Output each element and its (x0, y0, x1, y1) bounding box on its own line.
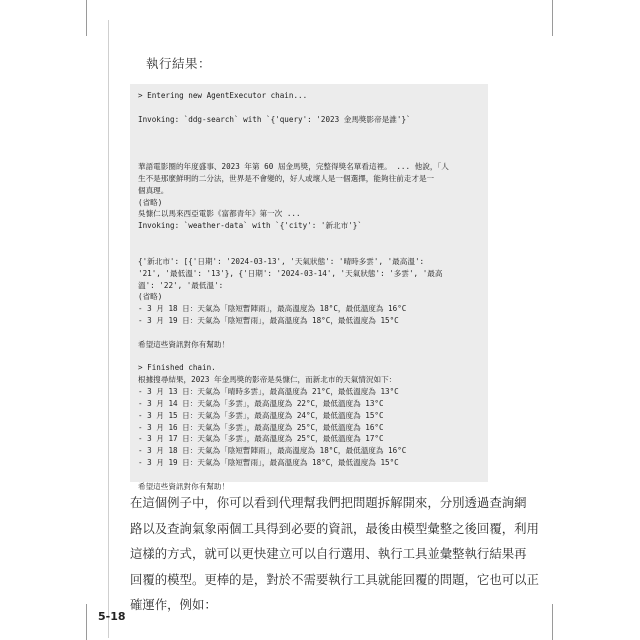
code-line: 希望這些資訊對你有幫助！ (138, 481, 230, 491)
code-line: (省略) (138, 292, 163, 302)
code-line: - 3 月 14 日：天氣為「多雲」，最高溫度為 22°C，最低溫度為 13°C (138, 398, 384, 408)
crop-mark-bottom-left (86, 604, 87, 640)
body-line: 這樣的方式，就可以更快建立可以自行選用、執行工具並彙整執行結果再 (130, 546, 527, 561)
code-line: - 3 月 13 日：天氣為「晴時多雲」，最高溫度為 21°C，最低溫度為 13°C (138, 387, 399, 397)
code-line: 根據搜尋結果，2023 年金馬獎的影帝是吳慷仁，而新北市的天氣情況如下： (138, 375, 397, 385)
section-heading: 執行結果： (146, 56, 212, 71)
code-line: (省略) (138, 197, 163, 207)
code-line (138, 244, 480, 256)
code-line: > Entering new AgentExecutor chain... (138, 91, 308, 100)
code-line: Invoking: `ddg-search` with `{'query': '2023 金馬獎影帝是誰'}` (138, 114, 411, 124)
code-line: 華語電影圈的年度盛事、2023 年第 60 屆金馬獎，完整得獎名單看這裡。 ... 他說，「人 (138, 162, 449, 172)
crop-mark-top-left (86, 0, 87, 36)
page-number: 5-18 (98, 610, 126, 623)
code-line: 希望這些資訊對你有幫助！ (138, 339, 230, 349)
body-line: 回覆的模型。更棒的是，對於不需要執行工具就能回覆的問題，它也可以正 (130, 571, 539, 587)
crop-mark-bottom-right (552, 604, 553, 640)
code-output-block (130, 84, 488, 491)
body-paragraph (130, 490, 539, 618)
code-line: {'新北市': [{'日期': '2024-03-13', '天氣狀態': '晴時多雲', '最高溫': (138, 256, 425, 266)
code-line (138, 137, 480, 149)
code-line: 個真理。 (138, 185, 169, 195)
code-line (138, 149, 480, 161)
code-line: - 3 月 18 日：天氣為「陰短暫陣雨」，最高溫度為 18°C，最低溫度為 16°C (138, 446, 407, 456)
body-line: 在這個例子中，你可以看到代理幫我們把問題拆解開來，分別透過查詢網 (130, 495, 527, 510)
code-line: 溫': '22', '最低溫': (138, 280, 224, 290)
code-line (138, 351, 480, 363)
code-line: - 3 月 19 日：天氣為「陰短暫雨」，最高溫度為 18°C，最低溫度為 15°C (138, 316, 399, 326)
body-line: 路以及查詢氣象兩個工具得到必要的資訊，最後由模型彙整之後回覆，利用 (130, 520, 539, 536)
code-line (138, 469, 480, 481)
code-line: 生不是那麼鮮明的二分法，世界是不會變的，好人或壞人是一個選擇，能夠往前走才是一 (138, 173, 435, 183)
code-line: - 3 月 18 日：天氣為「陰短暫陣雨」，最高溫度為 18°C，最低溫度為 16°C (138, 304, 407, 314)
code-line (138, 102, 480, 114)
code-line: '21', '最低溫': '13'}, {'日期': '2024-03-14', '天氣狀態': '多雲', '最高 (138, 268, 443, 278)
code-line: > Finished chain. (138, 363, 216, 373)
crop-mark-top-right (552, 0, 553, 36)
code-line: - 3 月 15 日：天氣為「多雲」，最高溫度為 24°C，最低溫度為 15°C (138, 410, 384, 420)
code-line (138, 232, 480, 244)
code-line: - 3 月 17 日：天氣為「多雲」，最高溫度為 25°C，最低溫度為 17°C (138, 434, 384, 444)
code-line: - 3 月 19 日：天氣為「陰短暫雨」，最高溫度為 18°C，最低溫度為 15°C (138, 458, 399, 468)
code-line: - 3 月 16 日：天氣為「多雲」，最高溫度為 25°C，最低溫度為 16°C (138, 422, 384, 432)
page-margin-rule (108, 20, 109, 638)
code-line (138, 327, 480, 339)
body-line: 確運作，例如： (130, 597, 217, 612)
code-line: Invoking: `weather-data` with `{'city': '新北市'}` (138, 221, 362, 231)
code-line: 吳慷仁以馬來西亞電影《富都青年》第一次 ... (138, 209, 301, 219)
code-line (138, 126, 480, 138)
